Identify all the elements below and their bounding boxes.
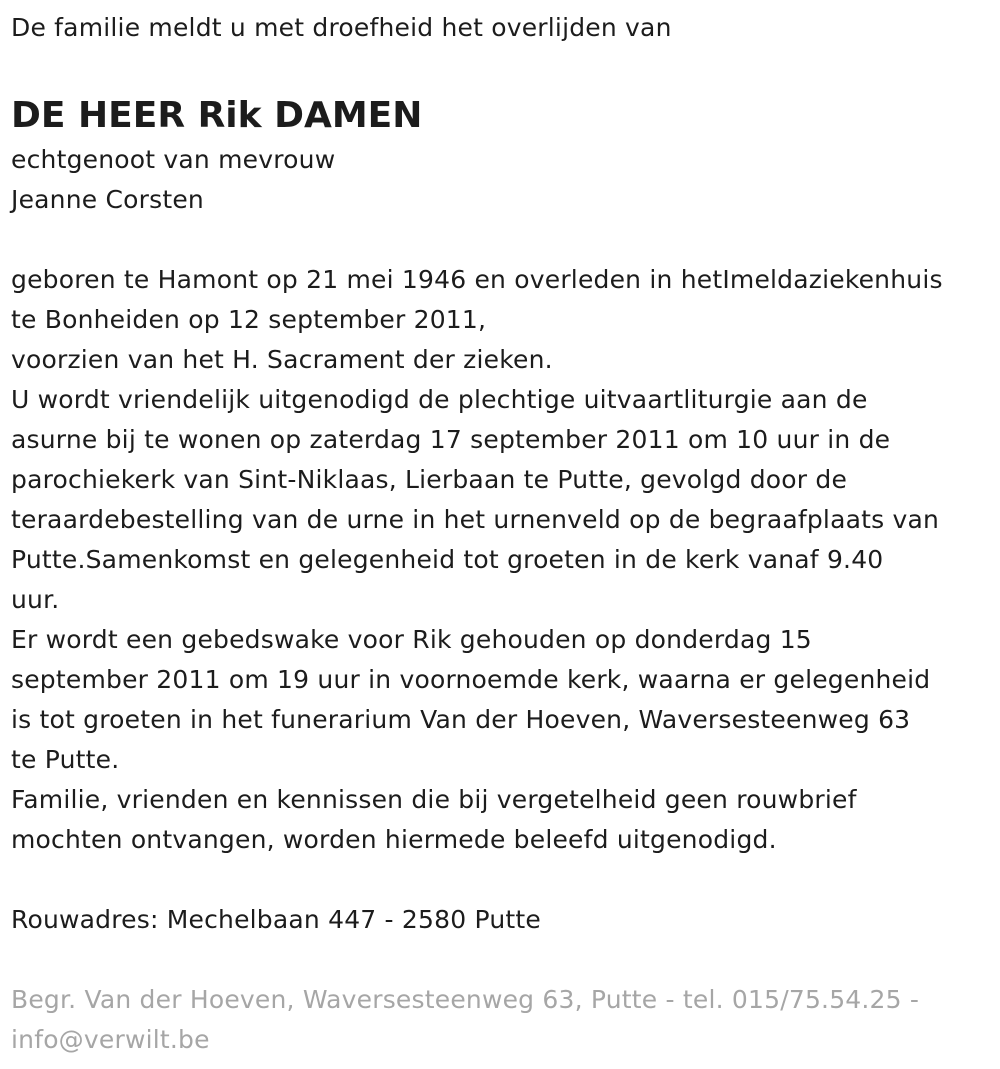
body-line: geboren te Hamont op 21 mei 1946 en overleden in hetImeldaziekenhuis: [11, 265, 943, 294]
funeral-home-footer: [11, 980, 991, 1060]
body-line: teraardebestelling van de urne in het urnenveld op de begraafplaats van: [11, 505, 940, 534]
footer-line: Begr. Van der Hoeven, Waversesteenweg 63, Putte - tel. 015/75.54.25 -: [11, 985, 920, 1014]
body-line: Putte.Samenkomst en gelegenheid tot groeten in de kerk vanaf 9.40: [11, 545, 884, 574]
mourning-address: Rouwadres: Mechelbaan 447 - 2580 Putte: [11, 905, 541, 934]
body-line: is tot groeten in het funerarium Van der Hoeven, Waversesteenweg 63: [11, 705, 911, 734]
body-line: parochiekerk van Sint-Niklaas, Lierbaan te Putte, gevolgd door de: [11, 465, 848, 494]
body-text: [11, 260, 991, 860]
body-line: te Bonheiden op 12 september 2011,: [11, 305, 487, 334]
body-line: uur.: [11, 585, 60, 614]
body-line: Familie, vrienden en kennissen die bij vergetelheid geen rouwbrief: [11, 785, 857, 814]
spacer: [11, 220, 991, 260]
footer-email-link[interactable]: info@verwilt.be: [11, 1025, 210, 1054]
body-line: U wordt vriendelijk uitgenodigd de plechtige uitvaartliturgie aan de: [11, 385, 868, 414]
body-line: voorzien van het H. Sacrament der zieken.: [11, 345, 553, 374]
body-line: te Putte.: [11, 745, 120, 774]
intro-text: De familie meldt u met droefheid het overlijden van: [11, 13, 672, 42]
spouse-line: Jeanne Corsten: [11, 185, 204, 214]
spacer: [11, 940, 991, 980]
deceased-name: DE HEER Rik DAMEN: [11, 95, 423, 136]
spacer: [11, 48, 991, 88]
spacer: [11, 860, 991, 900]
obituary-notice: [11, 8, 991, 1060]
body-line: mochten ontvangen, worden hiermede beleefd uitgenodigd.: [11, 825, 777, 854]
body-line: Er wordt een gebedswake voor Rik gehouden op donderdag 15: [11, 625, 812, 654]
body-line: asurne bij te wonen op zaterdag 17 september 2011 om 10 uur in de: [11, 425, 891, 454]
body-line: september 2011 om 19 uur in voornoemde kerk, waarna er gelegenheid: [11, 665, 931, 694]
spouse-line: echtgenoot van mevrouw: [11, 145, 336, 174]
